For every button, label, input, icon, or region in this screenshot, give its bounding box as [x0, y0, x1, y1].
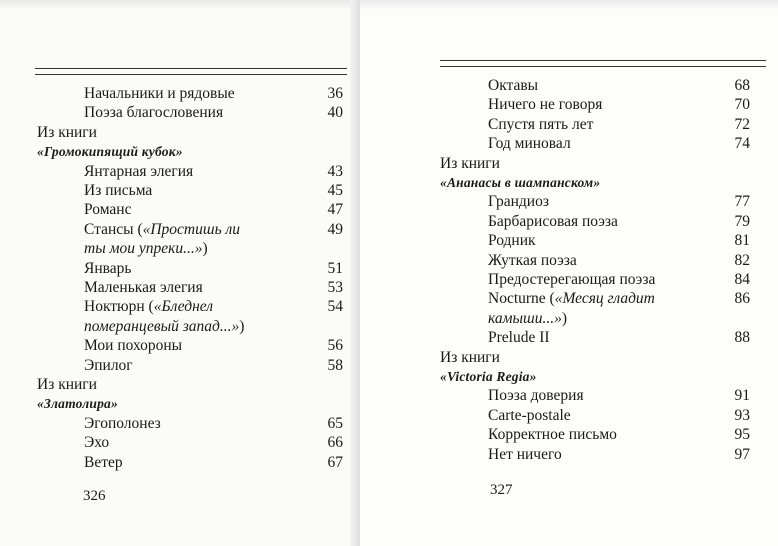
entry-title: Из книги [37, 123, 97, 141]
page-ref: 45 [327, 182, 343, 199]
page-ref: 88 [734, 329, 750, 347]
book-heading [440, 154, 500, 173]
entry-title: Янтарная элегия [84, 162, 194, 180]
page-ref: 70 [734, 96, 750, 114]
toc-entry [488, 406, 571, 425]
book-heading [37, 123, 97, 142]
book-title [440, 367, 537, 386]
toc-entry [84, 181, 152, 200]
toc-entry [84, 259, 131, 278]
toc-entry [488, 76, 538, 95]
toc-entry [488, 328, 550, 347]
entry-title: Родник [488, 232, 536, 250]
toc-entry [84, 84, 235, 103]
entry-title: Поэза благословения [84, 104, 224, 122]
toc-entry [488, 231, 536, 250]
left-page [0, 0, 356, 546]
toc-entry [84, 356, 133, 375]
toc-entry [488, 270, 655, 289]
page-ref: 47 [327, 201, 343, 219]
entry-tail: ) [561, 309, 568, 327]
entry-subtitle: камыши...» [488, 309, 562, 327]
page-ref: 51 [327, 259, 343, 277]
entry-title: Из письма [84, 182, 153, 199]
entry-title: Из книги [440, 348, 500, 366]
entry-subtitle: «Месяц гладит [554, 290, 655, 308]
entry-title: Романс [84, 201, 132, 219]
right-page [360, 0, 778, 546]
toc-entry [488, 445, 562, 464]
entry-title: Корректное письмо [488, 426, 617, 444]
toc-entry-continuation [84, 317, 244, 336]
toc-entry [488, 386, 584, 405]
entry-title: Ветер [84, 453, 123, 471]
page-ref: 81 [734, 232, 750, 250]
toc-entry [84, 278, 203, 297]
toc-entry [84, 200, 131, 219]
book-heading [440, 348, 500, 367]
entry-title: Нет ничего [488, 445, 562, 463]
entry-title: Стансы ( [84, 220, 143, 238]
entry-subtitle: померанцевый запад...» [84, 317, 240, 335]
entry-title: Январь [84, 259, 132, 277]
toc-entry [84, 103, 223, 122]
toc-entry [488, 289, 655, 308]
entry-title: Ничего не говоря [488, 96, 603, 114]
toc-entry-continuation [84, 239, 208, 258]
entry-title: «Громокипящий кубок» [37, 144, 183, 160]
page-number: 327 [490, 482, 513, 498]
page-ref: 84 [734, 271, 750, 288]
entry-title: Предостерегающая поэза [488, 271, 656, 288]
toc-entry [84, 162, 193, 181]
page-ref: 97 [734, 445, 750, 463]
page-ref: 91 [734, 387, 750, 405]
header-rule [440, 60, 766, 67]
page-ref: 95 [734, 426, 750, 444]
entry-title: Жуткая поэза [488, 251, 577, 269]
toc-entry [488, 115, 593, 134]
entry-title: Грандиоз [488, 193, 549, 211]
toc-entry-continuation [488, 309, 567, 328]
entry-title: Из книги [37, 376, 97, 393]
page-ref: 36 [327, 85, 343, 102]
page-ref: 86 [734, 290, 750, 308]
page-ref: 82 [734, 251, 750, 269]
toc-entry [84, 433, 109, 452]
entry-title: Ноктюрн ( [84, 298, 154, 316]
page-ref: 66 [327, 434, 343, 452]
toc-entry [84, 297, 213, 316]
entry-title: «Victoria Regia» [440, 369, 537, 384]
page-ref: 68 [734, 77, 750, 94]
entry-tail: ) [202, 240, 208, 258]
page-ref: 72 [734, 115, 750, 133]
toc-entry [488, 251, 577, 270]
entry-title: Барбарисовая поэза [488, 212, 618, 230]
page-number: 326 [83, 488, 106, 504]
page-ref: 67 [327, 453, 343, 471]
entry-subtitle: «Простишь ли [142, 220, 241, 238]
entry-title: Эпилог [84, 356, 133, 374]
page-ref: 58 [327, 356, 343, 374]
entry-subtitle: «Бледнел [153, 298, 214, 316]
header-rule [35, 68, 347, 75]
page-ref: 40 [327, 104, 343, 122]
page-ref: 65 [327, 414, 343, 432]
book-title [37, 394, 118, 413]
entry-title: Начальники и рядовые [84, 85, 235, 102]
toc-entry [488, 95, 602, 114]
page-ref: 43 [327, 162, 343, 180]
entry-title: Эхо [84, 434, 110, 452]
toc-entry [488, 425, 617, 444]
entry-title: Год миновал [488, 135, 571, 153]
page-ref: 77 [734, 193, 750, 211]
page-ref: 56 [327, 337, 343, 355]
entry-title: «Ананасы в шампанском» [440, 175, 601, 190]
entry-title: Carte-postale [488, 406, 571, 424]
toc-entry [488, 134, 571, 153]
toc-entry [84, 453, 123, 472]
entry-title: Маленькая элегия [84, 279, 203, 296]
entry-title: Из книги [440, 154, 500, 172]
entry-subtitle: ты мои упреки...» [84, 240, 203, 258]
entry-title: Эгополонез [84, 414, 161, 432]
toc-entry [84, 220, 240, 239]
entry-title: Мои похороны [84, 337, 183, 355]
entry-title: Nocturne ( [488, 290, 555, 308]
book-heading [37, 375, 97, 394]
toc-entry [84, 414, 161, 433]
entry-title: Prelude II [488, 329, 550, 347]
page-ref: 93 [734, 406, 750, 424]
entry-tail: ) [239, 317, 245, 335]
page-ref: 49 [327, 220, 343, 238]
entry-title: Октавы [488, 77, 539, 94]
page-ref: 79 [734, 212, 750, 230]
page-ref: 53 [327, 279, 343, 296]
book-title [440, 173, 600, 192]
page-ref: 74 [734, 135, 750, 153]
page-ref: 54 [327, 298, 343, 316]
toc-entry [84, 336, 182, 355]
entry-title: Спустя пять лет [488, 115, 594, 133]
entry-title: «Златолира» [37, 396, 118, 412]
toc-entry [488, 212, 618, 231]
toc-entry [488, 192, 549, 211]
book-title [37, 142, 183, 161]
entry-title: Поэза доверия [488, 387, 584, 405]
